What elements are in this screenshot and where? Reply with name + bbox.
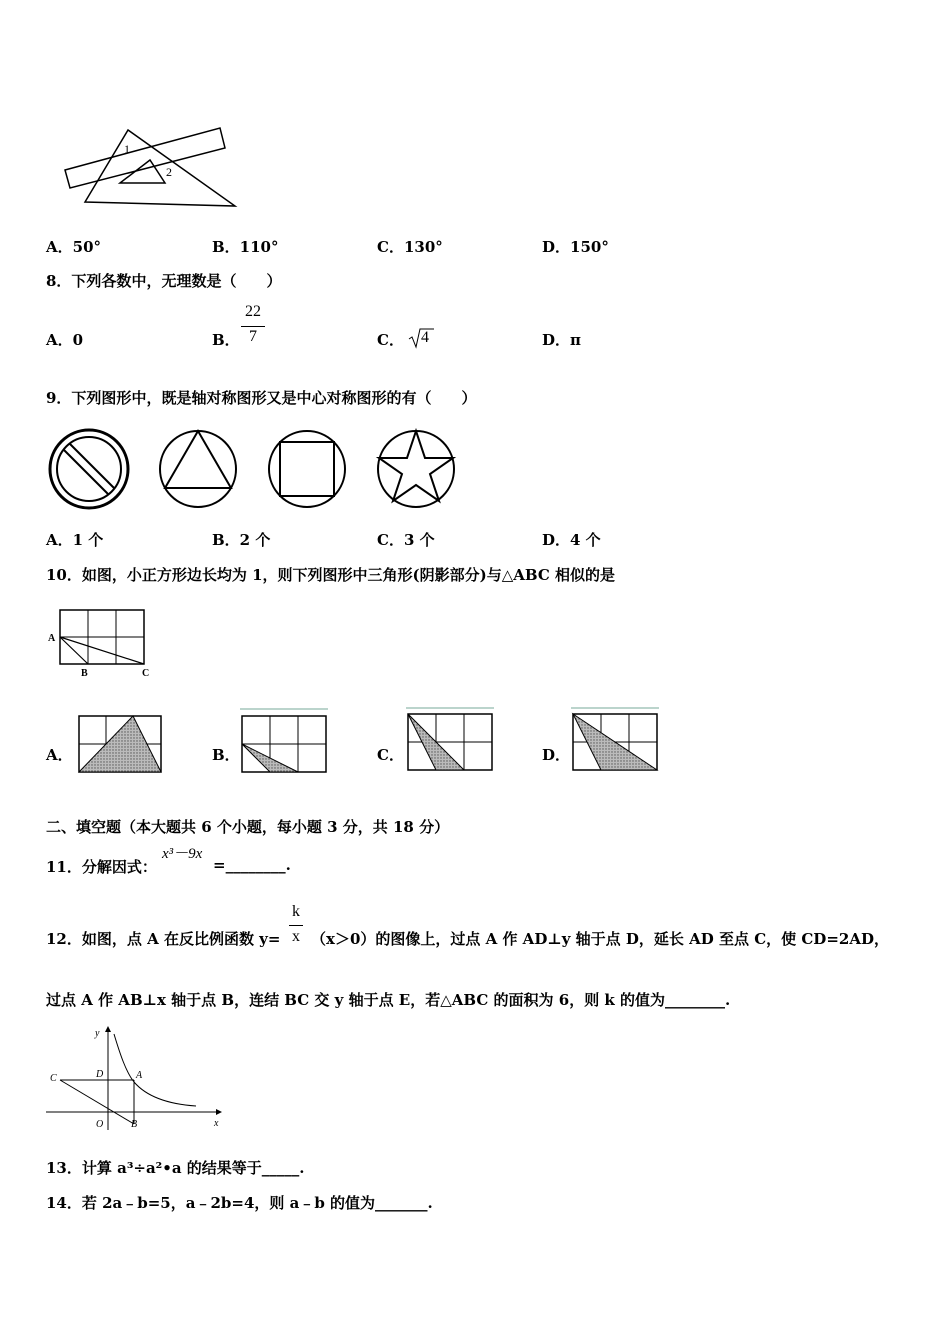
q8-option-b-numerator: 22 xyxy=(245,303,261,320)
q12-fig-label-b: B xyxy=(131,1119,138,1130)
q10-stem: 10．如图，小正方形边长均为 1，则下列图形中三角形(阴影部分)与△ABC 相似的是 xyxy=(46,566,616,584)
q10-option-a-grid xyxy=(76,713,164,775)
q7-large-triangle xyxy=(85,130,235,206)
q12-stem-part3: 过点 A 作 AB⊥x 轴于点 B，连结 BC 交 y 轴于点 E，若△ABC 的面积为 6，则 k 的值为________. xyxy=(46,991,731,1009)
q7-small-triangle xyxy=(120,160,165,183)
q10-option-b: B． xyxy=(212,746,240,764)
q10-option-a: A． xyxy=(46,746,73,764)
q8-option-d: D．π xyxy=(542,331,581,349)
q10-fig-label-c: C xyxy=(142,668,150,679)
q9-option-d: D．4 个 xyxy=(542,531,601,549)
q9-option-c: C．3 个 xyxy=(377,531,435,549)
q12-fig-label-y: y xyxy=(95,1028,100,1039)
q12-fig-label-d: D xyxy=(96,1069,104,1080)
q7-option-c: C．130° xyxy=(377,238,443,256)
q7-ruler-strip xyxy=(65,128,225,188)
q12-fraction-bar xyxy=(289,925,303,926)
q8-option-c-radicand: 4 xyxy=(421,329,429,346)
q12-coordinate-figure xyxy=(46,1024,226,1132)
q11-expression: x³－9x xyxy=(162,846,203,862)
q10-grid-abc-figure xyxy=(46,608,161,680)
q7-option-b: B．110° xyxy=(212,238,279,256)
q8-option-a: A．0 xyxy=(46,331,84,349)
q10-fig-label-a: A xyxy=(48,633,56,644)
q10-option-d-grid xyxy=(569,706,661,774)
q7-option-a: A．50° xyxy=(46,238,102,256)
section2-title: 二、填空题（本大题共 6 个小题，每小题 3 分，共 18 分） xyxy=(46,818,450,836)
q10-fig-label-b: B xyxy=(81,668,88,679)
q7-triangle-ruler-figure xyxy=(60,120,250,215)
q12-fraction-numerator: k xyxy=(292,903,300,920)
q12-fig-label-x: x xyxy=(214,1118,219,1129)
q12-fig-label-o: O xyxy=(96,1119,104,1130)
q9-option-b: B．2 个 xyxy=(212,531,271,549)
q8-option-b-denominator: 7 xyxy=(249,328,257,345)
q10-option-c: C． xyxy=(377,746,404,764)
q12-stem-part2: （x＞0）的图像上，过点 A 作 AD⊥y 轴于点 D，延长 AD 至点 C，使 CD=2AD， xyxy=(311,930,889,948)
q8-option-b-prefix: B． xyxy=(212,331,240,349)
q12-fig-label-c: C xyxy=(50,1073,57,1084)
q10-option-b-grid xyxy=(238,707,330,775)
q10-option-d: D． xyxy=(542,746,571,764)
q7-option-d: D．150° xyxy=(542,238,609,256)
q9-shape-circle-with-star xyxy=(375,428,457,510)
q9-shape-circle-with-bar xyxy=(48,428,130,510)
q11-answer-blank: =________. xyxy=(213,856,291,874)
q11-stem: 11．分解因式： xyxy=(46,858,157,876)
q8-stem: 8．下列各数中，无理数是（ ） xyxy=(46,272,282,290)
q7-angle-label-2: 2 xyxy=(166,165,172,179)
q9-shape-circle-with-square xyxy=(266,428,348,510)
q9-stem: 9．下列图形中，既是轴对称图形又是中心对称图形的有（ ） xyxy=(46,389,477,407)
q12-fig-label-a: A xyxy=(136,1070,143,1081)
q13-stem: 13．计算 a³÷a²•a 的结果等于_____. xyxy=(46,1159,305,1177)
q14-stem: 14．若 2a﹣b=5，a﹣2b=4，则 a﹣b 的值为_______. xyxy=(46,1194,433,1212)
q12-fraction-denominator: x xyxy=(292,928,300,945)
q8-option-c-prefix: C． xyxy=(377,331,404,349)
q12-stem-part1: 12．如图，点 A 在反比例函数 y= xyxy=(46,930,281,948)
q9-option-a: A．1 个 xyxy=(46,531,104,549)
q10-option-c-grid xyxy=(404,706,496,774)
q7-angle-label-1: 1 xyxy=(124,142,130,156)
q9-shape-circle-with-triangle xyxy=(157,428,239,510)
q8-option-b-fraction-bar xyxy=(241,326,265,327)
